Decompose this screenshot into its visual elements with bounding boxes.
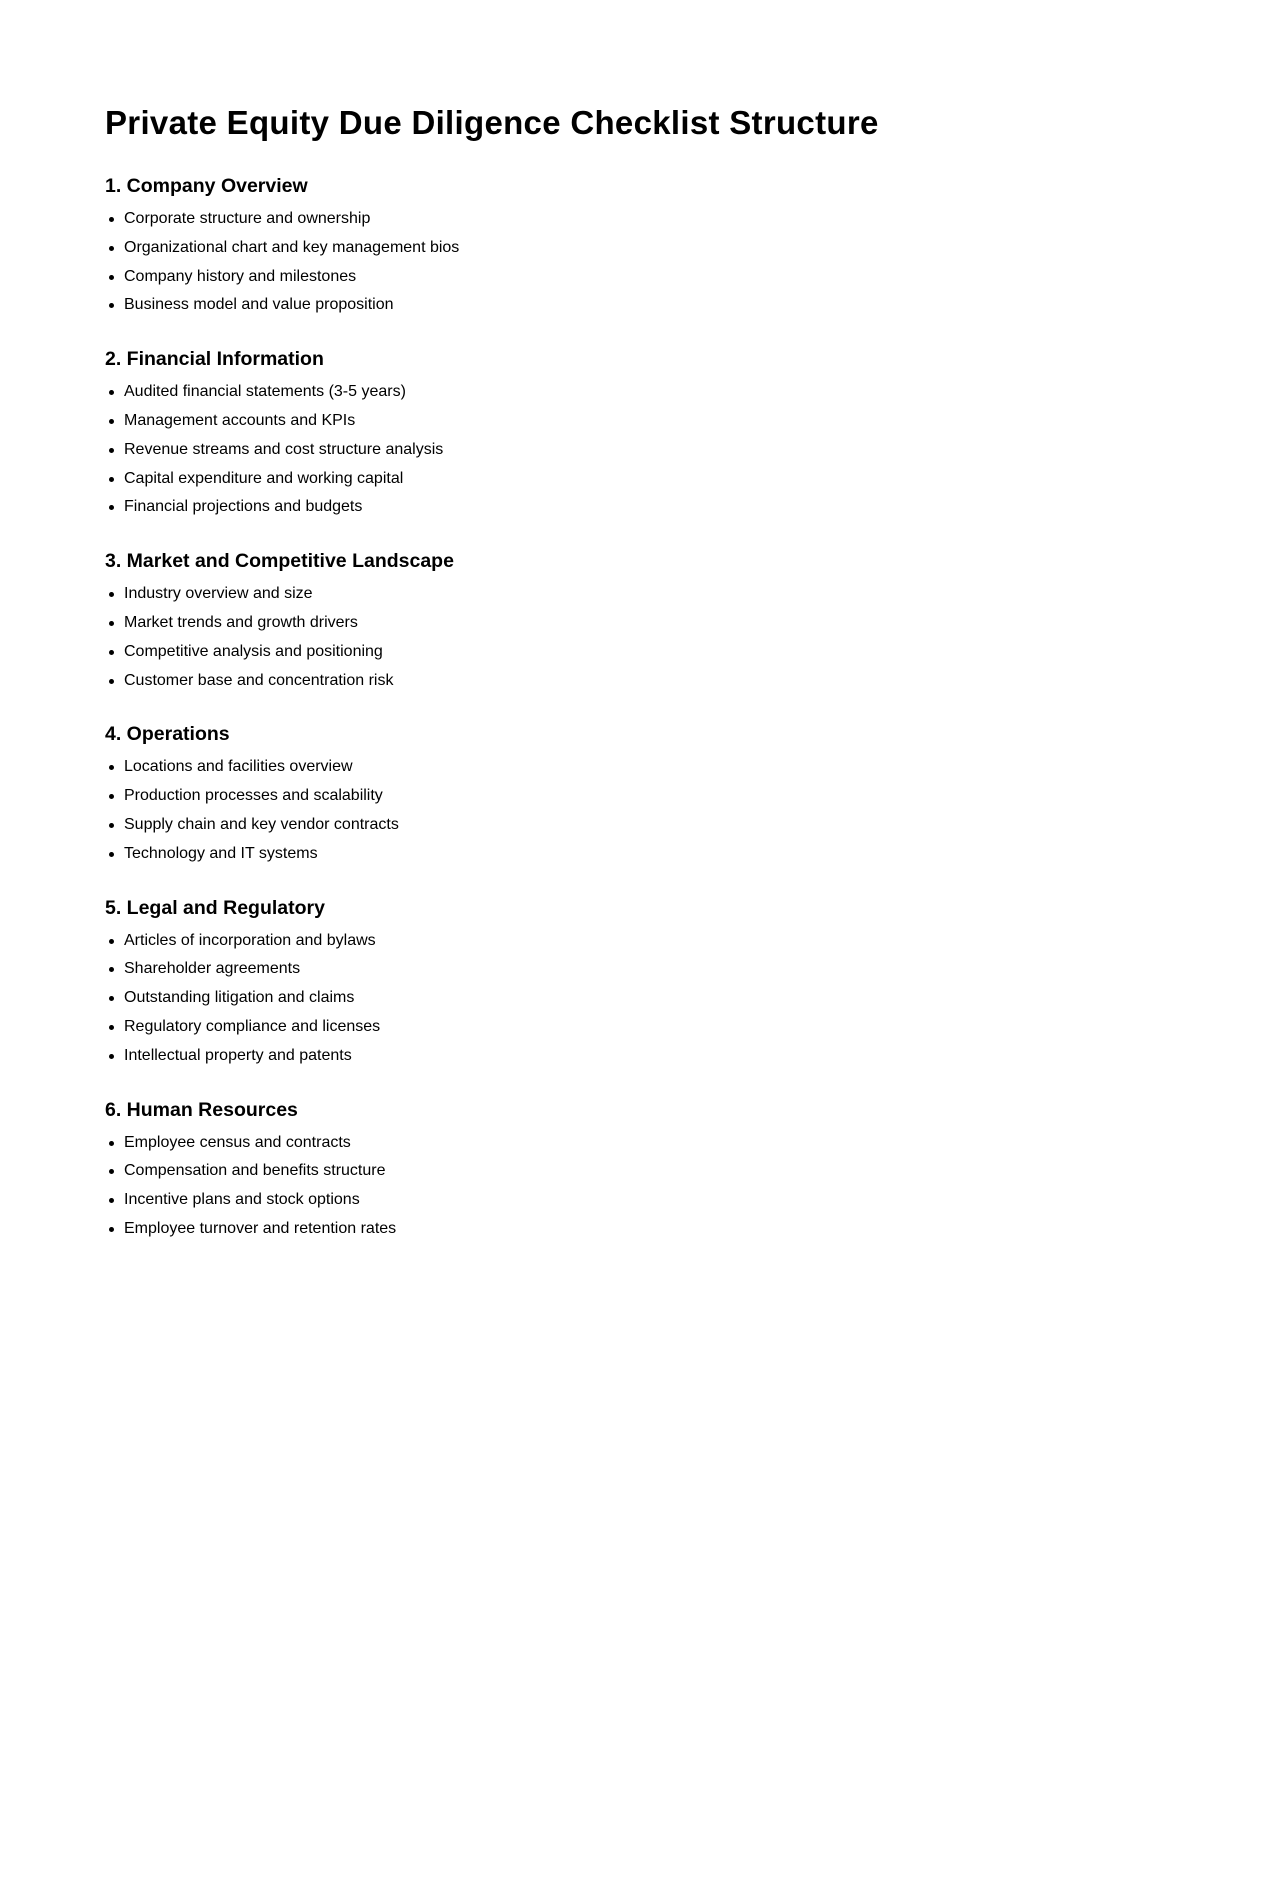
list-item: Locations and facilities overview	[124, 753, 1263, 782]
page-title: Private Equity Due Diligence Checklist Structure	[105, 104, 879, 141]
section-heading: 1. Company Overview	[105, 175, 308, 197]
list-item: Company history and milestones	[124, 263, 1263, 292]
list-item: Employee census and contracts	[124, 1129, 1263, 1158]
list-item: Intellectual property and patents	[124, 1042, 1263, 1071]
section-operations	[105, 722, 1263, 868]
section-heading: 5. Legal and Regulatory	[105, 896, 325, 919]
list-item: Organizational chart and key management bios	[124, 234, 1263, 263]
list-item: Production processes and scalability	[124, 782, 1263, 811]
list-item: Management accounts and KPIs	[124, 407, 1263, 436]
list-item: Audited financial statements (3-5 years)	[124, 378, 1263, 407]
section-heading: 6. Human Resources	[105, 1098, 298, 1121]
checklist	[105, 205, 1263, 320]
list-item: Compensation and benefits structure	[124, 1157, 1263, 1186]
list-item: Articles of incorporation and bylaws	[124, 927, 1263, 956]
list-item: Industry overview and size	[124, 580, 1263, 609]
list-item: Financial projections and budgets	[124, 493, 1263, 522]
list-item: Competitive analysis and positioning	[124, 638, 1263, 667]
list-item: Capital expenditure and working capital	[124, 465, 1263, 494]
list-item: Market trends and growth drivers	[124, 609, 1263, 638]
list-item: Shareholder agreements	[124, 955, 1263, 984]
list-item: Corporate structure and ownership	[124, 205, 1263, 234]
section-financial-information	[105, 347, 1263, 522]
section-heading: 2. Financial Information	[105, 348, 324, 371]
section-human-resources	[105, 1098, 1263, 1244]
section-legal-and-regulatory	[105, 896, 1263, 1071]
list-item: Regulatory compliance and licenses	[124, 1013, 1263, 1042]
checklist	[105, 927, 1263, 1071]
section-market-and-competitive-landscape	[105, 549, 1263, 695]
list-item: Technology and IT systems	[124, 840, 1263, 869]
checklist	[105, 753, 1263, 868]
section-heading: 3. Market and Competitive Landscape	[105, 550, 454, 573]
list-item: Business model and value proposition	[124, 291, 1263, 320]
checklist	[105, 580, 1263, 695]
list-item: Revenue streams and cost structure analysis	[124, 436, 1263, 465]
checklist	[105, 378, 1263, 522]
section-company-overview	[105, 174, 1263, 320]
list-item: Outstanding litigation and claims	[124, 984, 1263, 1013]
list-item: Employee turnover and retention rates	[124, 1215, 1263, 1244]
list-item: Customer base and concentration risk	[124, 667, 1263, 696]
section-heading: 4. Operations	[105, 723, 230, 746]
checklist	[105, 1129, 1263, 1244]
list-item: Supply chain and key vendor contracts	[124, 811, 1263, 840]
list-item: Incentive plans and stock options	[124, 1186, 1263, 1215]
